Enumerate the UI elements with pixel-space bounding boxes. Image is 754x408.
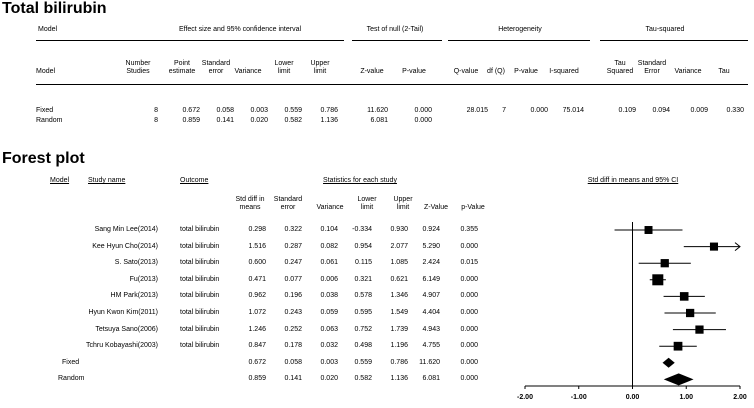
forest-col-upper: Upper limit	[393, 196, 413, 211]
forest-pooled-model: Random	[58, 375, 85, 383]
forest-study-outcome: total bilirubin	[180, 242, 220, 250]
col-model: Model	[36, 68, 56, 75]
group-header-effect: Effect size and 95% confidence interval	[178, 26, 302, 33]
group-header-model: Model	[38, 26, 58, 33]
forest-cell-lower: 0.498	[354, 342, 372, 350]
forest-pooled-model: Fixed	[62, 358, 80, 366]
forest-cell-lower: 0.954	[354, 242, 372, 250]
forest-cell-smd: 0.298	[248, 226, 266, 233]
forest-cell-se: 0.322	[284, 226, 302, 233]
forest-cell-var: 0.006	[320, 275, 338, 283]
forest-cell-se: 0.252	[284, 325, 302, 333]
forest-cell-lower: 0.578	[354, 292, 372, 300]
summary-cell-p: 0.000	[414, 107, 432, 114]
forest-pooled-p: 0.000	[460, 358, 478, 366]
forest-cell-upper: 0.930	[390, 226, 408, 233]
forest-cell-smd: 1.516	[248, 242, 266, 250]
forest-pooled-lower: 0.582	[354, 375, 372, 383]
group-header-tau: Tau-squared	[645, 26, 685, 33]
pooled-diamond	[663, 358, 675, 368]
forest-cell-var: 0.061	[320, 259, 338, 267]
forest-study-name: HM Park(2013)	[110, 292, 158, 300]
forest-title: Forest plot	[2, 150, 85, 167]
forest-cell-var: 0.059	[320, 309, 338, 316]
summary-title: Total bilirubin	[2, 0, 107, 17]
summary-cell-n: 8	[154, 107, 158, 114]
forest-pooled-se: 0.058	[284, 358, 302, 366]
forest-col-smd: Std diff in means	[235, 196, 265, 211]
group-header-het: Heterogeneity	[498, 26, 542, 33]
forest-study-name: Sang Min Lee(2014)	[94, 226, 158, 233]
summary-cell-tauvar: 0.009	[690, 107, 708, 114]
x-tick-label: 2.00	[733, 394, 747, 401]
forest-cell-smd: 0.600	[248, 259, 266, 267]
forest-cell-p: 0.000	[460, 309, 478, 316]
forest-cell-smd: 1.072	[248, 309, 266, 316]
forest-cell-upper: 0.621	[390, 275, 408, 283]
forest-cell-p: 0.355	[460, 226, 478, 233]
study-point	[652, 274, 663, 285]
summary-cell-upper: 1.136	[320, 117, 338, 124]
group-header-test: Test of null (2-Tail)	[366, 26, 424, 33]
forest-cell-lower: 0.321	[354, 275, 372, 283]
x-tick-label: 1.00	[679, 394, 694, 401]
col-df: df (Q)	[487, 68, 505, 75]
forest-cell-var: 0.104	[320, 226, 338, 233]
summary-cell-z: 11.620	[367, 107, 388, 114]
summary-cell-se: 0.141	[216, 117, 234, 124]
summary-cell-point: 0.859	[182, 117, 200, 124]
forest-cell-z: 5.290	[422, 242, 440, 250]
forest-cell-se: 0.077	[284, 275, 302, 283]
forest-col-p: p-Value	[461, 204, 485, 211]
forest-pooled-z: 6.081	[422, 375, 440, 383]
summary-cell-q: 28.015	[466, 107, 488, 114]
summary-cell-tau: 0.330	[726, 107, 744, 114]
forest-cell-se: 0.196	[284, 292, 302, 300]
forest-pooled-upper: 1.136	[390, 375, 408, 383]
forest-cell-var: 0.038	[320, 292, 338, 300]
forest-study-outcome: total bilirubin	[180, 226, 220, 233]
forest-pooled-se: 0.141	[284, 375, 302, 383]
summary-cell-i2: 75.014	[562, 107, 584, 114]
study-point	[686, 309, 694, 317]
forest-cell-upper: 1.549	[390, 309, 408, 316]
summary-cell-var: 0.020	[250, 117, 268, 124]
forest-study-outcome: total bilirubin	[180, 325, 220, 333]
col-tau-se: Standard Error	[637, 60, 667, 75]
forest-cell-p: 0.000	[460, 292, 478, 300]
col-variance: Variance	[234, 68, 262, 75]
forest-cell-z: 4.907	[422, 292, 440, 300]
summary-cell-n: 8	[154, 117, 158, 124]
forest-cell-se: 0.247	[284, 259, 302, 267]
forest-cell-upper: 1.346	[390, 292, 408, 300]
summary-cell-tause: 0.094	[652, 107, 670, 114]
forest-cell-lower: 0.115	[355, 259, 372, 267]
forest-study-outcome: total bilirubin	[180, 259, 220, 267]
forest-pooled-p: 0.000	[460, 375, 478, 383]
summary-cell-model: Fixed	[36, 107, 54, 114]
study-point	[710, 243, 718, 251]
forest-pooled-var: 0.003	[320, 358, 338, 366]
summary-cell-se: 0.058	[216, 107, 234, 114]
col-p: P-value	[402, 68, 426, 75]
forest-cell-smd: 0.847	[248, 342, 266, 350]
summary-cell-p: 0.000	[414, 117, 432, 124]
forest-cell-p: 0.000	[460, 325, 478, 333]
summary-cell-var: 0.003	[250, 107, 268, 114]
forest-cell-p: 0.000	[460, 242, 478, 250]
forest-header-ci: Std diff in means and 95% CI	[587, 177, 679, 184]
study-point	[661, 259, 669, 267]
forest-header-model: Model	[50, 177, 70, 184]
x-tick-label: -1.00	[570, 394, 587, 401]
col-q: Q-value	[453, 68, 479, 75]
forest-pooled-smd: 0.859	[248, 375, 266, 383]
forest-cell-z: 4.404	[422, 309, 440, 316]
col-tausq: Tau Squared	[606, 60, 634, 75]
forest-cell-z: 2.424	[422, 259, 440, 267]
forest-cell-lower: 0.752	[354, 325, 372, 333]
forest-cell-smd: 0.471	[248, 275, 266, 283]
forest-col-var: Variance	[316, 204, 344, 211]
forest-study-outcome: total bilirubin	[180, 292, 220, 300]
forest-cell-se: 0.287	[284, 242, 302, 250]
forest-study-name: Tchru Kobayashi(2003)	[86, 342, 158, 350]
summary-cell-lower: 0.582	[284, 117, 302, 124]
forest-cell-z: 4.943	[422, 325, 440, 333]
summary-cell-z: 6.081	[370, 117, 388, 124]
forest-cell-lower: -0.334	[352, 226, 372, 233]
forest-study-name: Kee Hyun Cho(2014)	[92, 242, 158, 250]
forest-header-study: Study name	[88, 177, 126, 184]
col-tau-var: Variance	[674, 68, 702, 75]
x-tick-label: -2.00	[517, 394, 533, 401]
col-n-studies: Number Studies	[125, 60, 151, 75]
study-point	[680, 292, 689, 301]
summary-cell-tausq: 0.109	[618, 107, 636, 114]
forest-cell-se: 0.243	[284, 309, 302, 316]
forest-pooled-z: 11.620	[419, 358, 440, 366]
forest-cell-upper: 1.196	[390, 342, 408, 350]
forest-cell-upper: 1.739	[390, 325, 408, 333]
study-point	[695, 325, 703, 333]
forest-cell-upper: 2.077	[390, 242, 408, 250]
forest-cell-smd: 0.962	[248, 292, 266, 300]
col-se: Standard error	[201, 60, 231, 75]
summary-cell-model: Random	[36, 117, 63, 124]
forest-pooled-lower: 0.559	[354, 358, 372, 366]
summary-cell-upper: 0.786	[320, 107, 338, 114]
forest-pooled-var: 0.020	[320, 375, 338, 383]
forest-cell-p: 0.000	[460, 342, 478, 350]
forest-study-name: Hyun Kwon Kim(2011)	[88, 309, 158, 316]
forest-cell-z: 6.149	[422, 275, 440, 283]
summary-cell-point: 0.672	[182, 107, 200, 114]
forest-pooled-upper: 0.786	[390, 358, 408, 366]
forest-header-stats: Statistics for each study	[323, 177, 397, 184]
col-z: Z-value	[360, 68, 384, 75]
forest-col-lower: Lower limit	[357, 196, 377, 211]
pooled-diamond	[664, 373, 694, 385]
col-upper: Upper limit	[310, 60, 330, 75]
forest-cell-var: 0.063	[320, 325, 338, 333]
forest-study-outcome: total bilirubin	[180, 342, 220, 350]
forest-col-se: Standard error	[273, 196, 303, 211]
study-point	[645, 226, 653, 234]
study-point	[674, 342, 683, 351]
forest-study-name: Tetsuya Sano(2006)	[95, 325, 158, 333]
col-pval: P-value	[514, 68, 538, 75]
col-point: Point estimate	[168, 60, 196, 75]
summary-cell-lower: 0.559	[284, 107, 302, 114]
forest-cell-z: 4.755	[422, 342, 440, 350]
forest-study-outcome: total bilirubin	[180, 275, 220, 283]
col-lower: Lower limit	[274, 60, 294, 75]
forest-cell-var: 0.032	[320, 342, 338, 350]
forest-pooled-smd: 0.672	[248, 358, 266, 366]
forest-cell-p: 0.015	[460, 259, 478, 267]
forest-col-z: Z-Value	[424, 204, 448, 211]
x-tick-label: 0.00	[625, 394, 640, 401]
forest-cell-smd: 1.246	[248, 325, 266, 333]
forest-cell-p: 0.000	[460, 275, 478, 283]
forest-study-name: Fu(2013)	[129, 275, 158, 283]
col-tau: Tau	[718, 68, 730, 75]
forest-cell-upper: 1.085	[390, 259, 408, 267]
forest-cell-se: 0.178	[284, 342, 302, 350]
summary-cell-pq: 0.000	[530, 107, 548, 114]
forest-header-outcome: Outcome	[180, 177, 209, 184]
col-i2: I-squared	[549, 68, 579, 75]
forest-cell-lower: 0.595	[354, 309, 372, 316]
forest-study-name: S. Sato(2013)	[114, 259, 158, 267]
forest-cell-z: 0.924	[422, 226, 440, 233]
summary-cell-df: 7	[502, 107, 506, 114]
forest-study-outcome: total bilirubin	[180, 309, 220, 316]
forest-cell-var: 0.082	[320, 242, 338, 250]
